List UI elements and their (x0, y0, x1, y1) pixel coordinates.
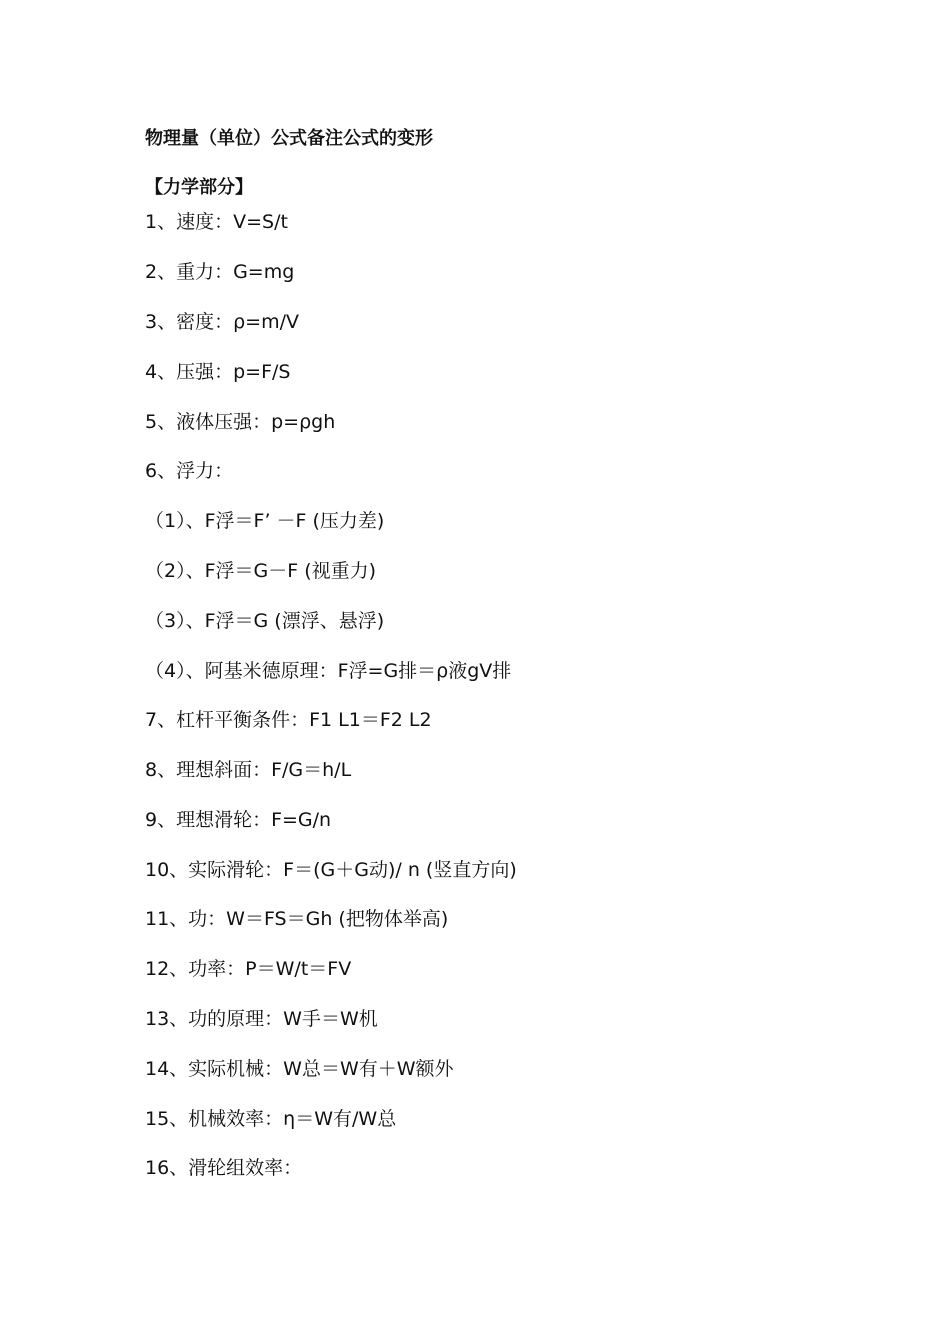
section-heading-mechanics: 【力学部分】 (145, 177, 253, 198)
document-title: 物理量（单位）公式备注公式的变形 (145, 128, 433, 149)
formula-line-buoyancy: 6、浮力： (145, 460, 234, 482)
formula-line-buoyancy-2: （2）、F浮＝G－F (视重力) (145, 560, 377, 582)
formula-line-power: 12、功率：P＝W/t＝FV (145, 958, 352, 980)
formula-line-work-principle: 13、功的原理：W手＝W机 (145, 1008, 378, 1030)
formula-line-efficiency: 15、机械效率：η＝W有/W总 (145, 1108, 397, 1130)
formula-line-velocity: 1、速度：V=S/t (145, 211, 288, 233)
formula-line-liquid-pressure: 5、液体压强：p=ρgh (145, 411, 336, 433)
formula-line-gravity: 2、重力：G=mg (145, 261, 295, 283)
formula-line-buoyancy-1: （1）、F浮＝F’ －F (压力差) (145, 510, 385, 532)
formula-line-real-pulley: 10、实际滑轮：F＝(G＋G动)/ n (竖直方向) (145, 859, 517, 881)
formula-line-pulley-efficiency: 16、滑轮组效率： (145, 1157, 303, 1179)
formula-line-work: 11、功：W＝FS＝Gh (把物体举高) (145, 908, 449, 930)
formula-line-pressure: 4、压强：p=F/S (145, 361, 291, 383)
formula-line-ideal-pulley: 9、理想滑轮：F=G/n (145, 809, 332, 831)
formula-line-density: 3、密度：ρ=m/V (145, 311, 299, 333)
formula-line-incline: 8、理想斜面：F/G＝h/L (145, 759, 352, 781)
formula-line-buoyancy-3: （3）、F浮＝G (漂浮、悬浮) (145, 610, 385, 632)
formula-line-buoyancy-4: （4）、阿基米德原理：F浮=G排＝ρ液gV排 (145, 660, 512, 682)
formula-line-lever: 7、杠杆平衡条件：F1 L1＝F2 L2 (145, 709, 432, 731)
formula-line-real-machine: 14、实际机械：W总＝W有＋W额外 (145, 1058, 454, 1080)
